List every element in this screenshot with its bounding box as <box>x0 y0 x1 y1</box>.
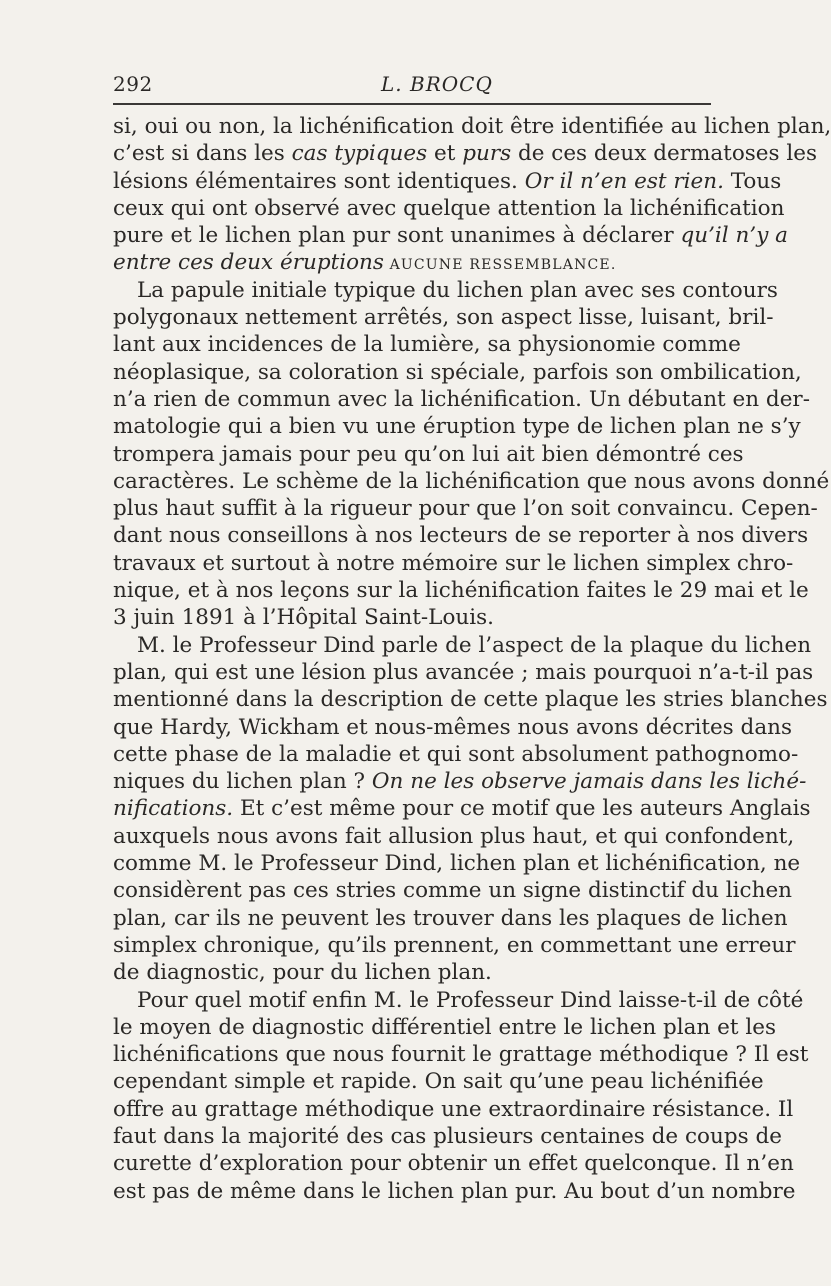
text-line <box>113 959 711 986</box>
text-run: c’est si dans les <box>113 141 292 167</box>
text-run: AUCUNE RESSEMBLANCE. <box>383 257 617 274</box>
text-run: de diagnostic, pour du lichen plan. <box>113 960 492 986</box>
text-line <box>113 359 802 386</box>
text-run: nique, et à nos leçons sur la lichénification faites le 29 mai et le <box>113 578 809 604</box>
text-line <box>113 468 830 495</box>
text-run: 3 juin 1891 à l’Hôpital Saint-Louis. <box>113 605 494 631</box>
header-rule <box>113 103 711 105</box>
text-line <box>113 604 711 631</box>
running-title-author: L. BROCQ <box>381 72 493 96</box>
text-run: travaux et surtout à notre mémoire sur le lichen simplex chro- <box>113 550 794 576</box>
text-run: pure et le lichen plan pur sont unanimes à déclarer <box>113 223 681 249</box>
text-line <box>113 1041 809 1068</box>
text-run: ceux qui ont observé avec quelque attention la lichénification <box>113 195 785 221</box>
text-line <box>113 386 810 413</box>
text-run: et <box>427 141 463 167</box>
text-run: comme M. le Professeur Dind, lichen plan et lichénification, ne <box>113 851 801 877</box>
text-run: entre ces deux éruptions <box>113 250 384 276</box>
text-run: qu’il n’y a <box>680 223 788 249</box>
text-run: auxquels nous avons fait allusion plus haut, et qui confondent, <box>113 823 795 849</box>
text-run: M. le Professeur Dind parle de l’aspect de la plaque du lichen <box>137 632 812 658</box>
text-line <box>113 1178 796 1205</box>
text-run: cas typiques <box>291 141 428 167</box>
text-line <box>113 795 811 822</box>
text-line <box>113 714 793 741</box>
text-run: le moyen de diagnostic différentiel entre le lichen plan et les <box>113 1014 777 1040</box>
page-number: 292 <box>113 72 153 96</box>
text-run: trompera jamais pour peu qu’on lui ait bien démontré ces <box>113 441 744 467</box>
text-line <box>113 823 795 850</box>
text-line <box>113 277 778 304</box>
text-run: considèrent pas ces stries comme un signe distinctif du lichen <box>113 878 793 904</box>
text-run: lichénifications que nous fournit le grattage méthodique ? Il est <box>113 1042 809 1068</box>
text-run: nifications. <box>113 796 234 822</box>
text-line <box>113 249 711 276</box>
text-run: de ces deux dermatoses les <box>511 141 818 167</box>
text-line <box>113 877 793 904</box>
text-run: simplex chronique, qu’ils prennent, en commettant une erreur <box>113 932 796 958</box>
text-line <box>113 686 828 713</box>
text-run: faut dans la majorité des cas plusieurs centaines de coups de <box>113 1123 782 1149</box>
text-run: purs <box>462 141 512 167</box>
text-run: polygonaux nettement arrêtés, son aspect lisse, luisant, bril- <box>113 305 774 331</box>
text-run: dant nous conseillons à nos lecteurs de se reporter à nos divers <box>113 523 809 549</box>
text-run: que Hardy, Wickham et nous-mêmes nous avons décrites dans <box>113 714 793 740</box>
text-line <box>113 441 744 468</box>
text-line <box>113 768 807 795</box>
text-run: niques du lichen plan ? <box>113 769 372 795</box>
text-line <box>113 632 812 659</box>
text-run: La papule initiale typique du lichen plan avec ses contours <box>137 277 778 303</box>
text-run: lant aux incidences de la lumière, sa physionomie comme <box>113 332 741 358</box>
text-line <box>113 140 818 167</box>
text-line <box>113 905 788 932</box>
text-run: Or il n’en est rien. <box>524 168 724 194</box>
text-line <box>113 932 796 959</box>
text-run: cette phase de la maladie et qui sont absolument pathognomo- <box>113 741 799 767</box>
text-line <box>113 741 799 768</box>
text-line <box>113 850 801 877</box>
text-line <box>113 550 794 577</box>
text-run: matologie qui a bien vu une éruption type de lichen plan ne s’y <box>113 414 801 440</box>
text-line <box>113 659 814 686</box>
text-line <box>113 1123 782 1150</box>
text-line <box>113 1096 794 1123</box>
text-line <box>113 987 804 1014</box>
text-run: Pour quel motif enfin M. le Professeur Dind laisse-t-il de côté <box>137 987 804 1013</box>
text-line <box>113 222 788 249</box>
running-head <box>113 72 711 104</box>
text-line <box>113 1150 794 1177</box>
text-line <box>113 577 809 604</box>
text-line <box>113 168 782 195</box>
body-text <box>113 113 831 1205</box>
text-run: curette d’exploration pour obtenir un effet quelconque. Il n’en <box>113 1151 794 1177</box>
text-run: On ne les observe jamais dans les liché- <box>371 769 807 795</box>
text-run: offre au grattage méthodique une extraordinaire résistance. Il <box>113 1096 794 1122</box>
text-run: caractères. Le schème de la lichénification que nous avons donné <box>113 468 830 494</box>
text-line <box>113 1068 764 1095</box>
text-run: Et c’est même pour ce motif que les auteurs Anglais <box>233 796 811 822</box>
text-line <box>113 304 774 331</box>
text-run: lésions élémentaires sont identiques. <box>113 168 525 194</box>
text-run: si, oui ou non, la lichénification doit être identifiée au lichen plan, <box>113 114 831 139</box>
text-line <box>113 195 785 222</box>
text-run: cependant simple et rapide. On sait qu’une peau lichénifiée <box>113 1069 764 1095</box>
text-run: plan, qui est une lésion plus avancée ; mais pourquoi n’a-t-il pas <box>113 659 814 685</box>
text-run: mentionné dans la description de cette plaque les stries blanches <box>113 687 828 713</box>
text-run: Tous <box>723 168 782 194</box>
text-line <box>113 522 809 549</box>
text-line <box>113 413 801 440</box>
text-run: plan, car ils ne peuvent les trouver dans les plaques de lichen <box>113 905 788 931</box>
text-run: n’a rien de commun avec la lichénification. Un débutant en der- <box>113 386 810 412</box>
text-line <box>113 113 831 140</box>
text-run: plus haut suffit à la rigueur pour que l’on soit convaincu. Cepen- <box>113 496 818 522</box>
text-run: est pas de même dans le lichen plan pur. Au bout d’un nombre <box>113 1178 796 1204</box>
text-line <box>113 331 741 358</box>
text-line <box>113 1014 777 1041</box>
text-line <box>113 495 818 522</box>
text-run: néoplasique, sa coloration si spéciale, parfois son ombilication, <box>113 359 802 385</box>
